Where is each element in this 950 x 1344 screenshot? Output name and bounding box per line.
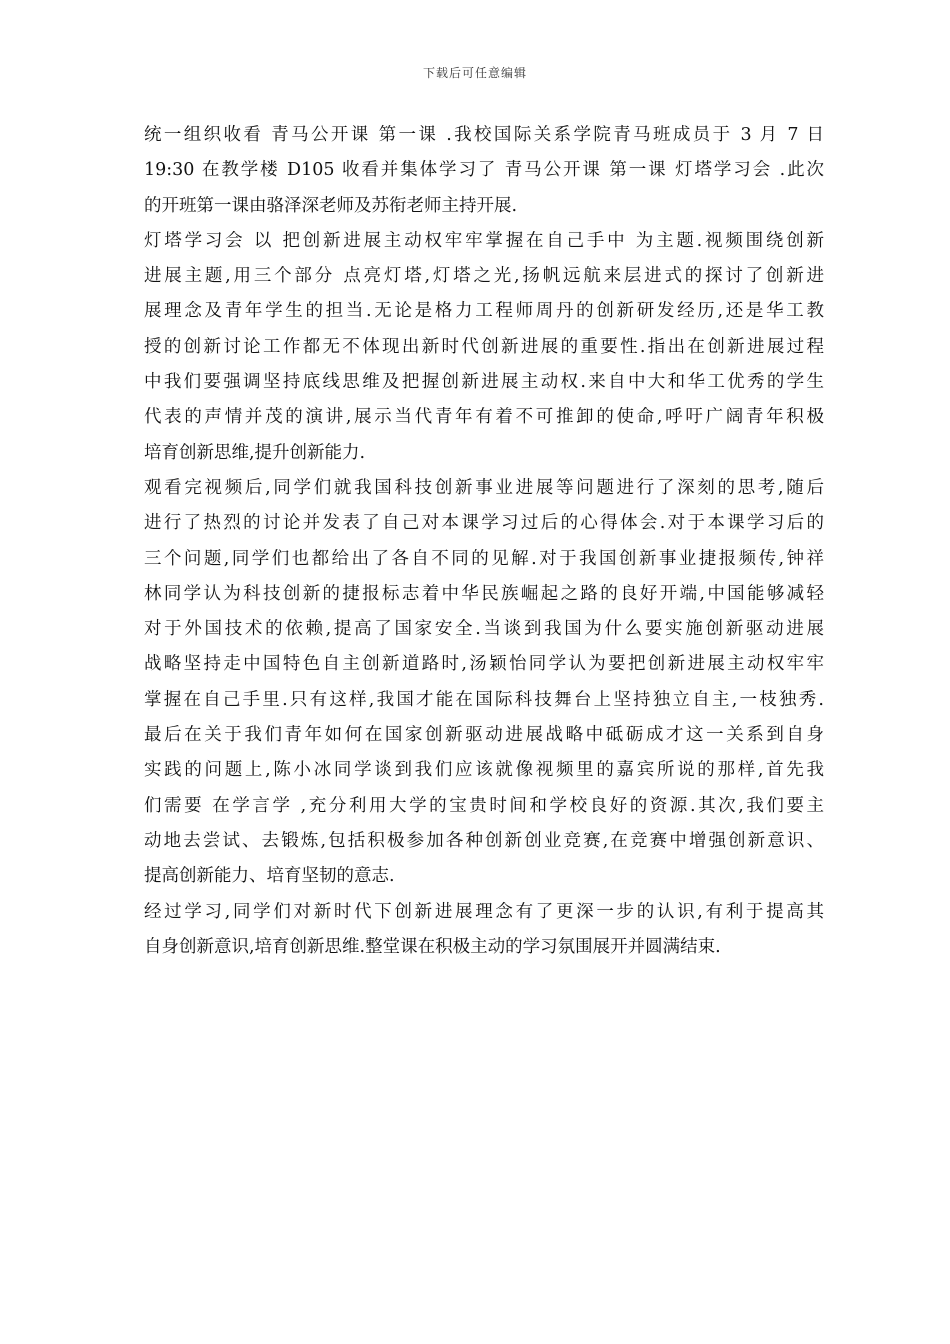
- text-line: 中我们要强调坚持底线思维及把握创新进展主动权.来自中大和华工优秀的学生: [144, 372, 824, 393]
- text-line: 授的创新讨论工作都无不体现出新时代创新进展的重要性.指出在创新进展过程: [144, 336, 824, 357]
- text-line: 统一组织收看 青马公开课 第一课 .我校国际关系学院青马班成员于 3 月 7 日: [144, 125, 824, 145]
- text-line: 展理念及青年学生的担当.无论是格力工程师周丹的创新研发经历,还是华工教: [144, 301, 824, 322]
- text-line: 自身创新意识,培育创新思维.整堂课在积极主动的学习氛围展开并圆满结束.: [144, 936, 721, 957]
- text-line: 最后在关于我们青年如何在国家创新驱动进展战略中砥砺成才这一关系到自身: [144, 725, 824, 746]
- text-line: 灯塔学习会 以 把创新进展主动权牢牢掌握在自己手中 为主题.视频围绕创新: [144, 230, 824, 251]
- text-line: 观看完视频后,同学们就我国科技创新事业进展等问题进行了深刻的思考,随后: [144, 477, 824, 498]
- text-line: 们需要 在学言学 ,充分利用大学的宝贵时间和学校良好的资源.其次,我们要主: [144, 795, 824, 816]
- text-line: 经过学习,同学们对新时代下创新进展理念有了更深一步的认识,有利于提高其: [144, 901, 824, 922]
- text-line: 19:30 在教学楼 D105 收看并集体学习了 青马公开课 第一课 灯塔学习会 .此次: [144, 160, 824, 181]
- paragraph-intro: [144, 118, 824, 224]
- text-line: 进行了热烈的讨论并发表了自己对本课学习过后的心得体会.对于本课学习后的: [144, 513, 824, 534]
- document-body: [144, 118, 824, 965]
- text-line: 战略坚持走中国特色自主创新道路时,汤颖怡同学认为要把创新进展主动权牢牢: [144, 654, 824, 675]
- text-line: 林同学认为科技创新的捷报标志着中华民族崛起之路的良好开端,中国能够减轻: [144, 583, 824, 604]
- text-line: 对于外国技术的依赖,提高了国家安全.当谈到我国为什么要实施创新驱动进展: [144, 619, 824, 640]
- text-line: 进展主题,用三个部分 点亮灯塔,灯塔之光,扬帆远航来层进式的探讨了创新进: [144, 266, 824, 287]
- paragraph-discussion: [144, 471, 824, 895]
- paragraph-conclusion: [144, 895, 824, 966]
- text-line: 提高创新能力、培育坚韧的意志.: [144, 866, 395, 887]
- text-line: 动地去尝试、去锻炼,包括积极参加各种创新创业竞赛,在竞赛中增强创新意识、: [144, 830, 824, 851]
- text-line: 掌握在自己手里.只有这样,我国才能在国际科技舞台上坚持独立自主,一枝独秀.: [144, 689, 824, 710]
- text-line: 三个问题,同学们也都给出了各自不同的见解.对于我国创新事业捷报频传,钟祥: [144, 548, 824, 569]
- text-line: 实践的问题上,陈小冰同学谈到我们应该就像视频里的嘉宾所说的那样,首先我: [144, 760, 824, 781]
- text-line: 的开班第一课由骆泽深老师及苏衔老师主持开展.: [144, 195, 518, 216]
- page-header-note: 下载后可任意编辑: [422, 66, 527, 80]
- text-line: 培育创新思维,提升创新能力.: [144, 442, 366, 463]
- text-line: 代表的声情并茂的演讲,展示当代青年有着不可推卸的使命,呼吁广阔青年积极: [144, 407, 824, 428]
- paragraph-theme: [144, 224, 824, 471]
